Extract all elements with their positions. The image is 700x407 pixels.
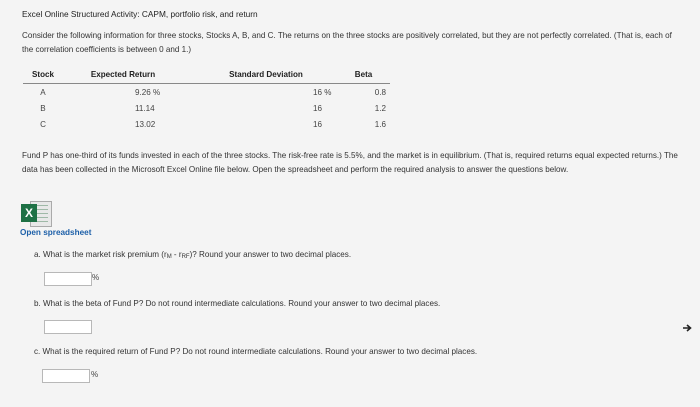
col-header-standard-deviation: Standard Deviation [191,66,341,84]
cell-expected-return: 11.14 [135,103,155,113]
table-row [23,116,390,132]
cell-std-dev: 16 % [313,87,332,97]
cell-beta: 0.8 [374,87,386,97]
answer-a-unit: % [92,273,100,282]
fund-description: Fund P has one-third of its funds invested in each of the three stocks. The risk-free rate is 5.5%, and the market is in equilibrium. (That is, required returns equal expected returns.) The data has been collected in the Microsoft Excel Online file below. Open the spreadsheet and perform the required analysis to answer the questions below. [22,151,678,174]
question-a [34,250,351,260]
excel-icon[interactable]: X [21,200,51,226]
stock-table [23,66,390,132]
answer-a-input[interactable] [44,272,92,286]
intro-text: Consider the following information for three stocks, Stocks A, B, and C. The returns on the three stocks are positively correlated, but they are not perfectly correlated. (That is, each of the correlation coefficients is between 0 and 1.) [22,31,672,54]
answer-b-input[interactable] [44,320,92,334]
cell-stock: A [40,87,46,97]
cell-std-dev: 16 [313,103,323,113]
question-c: c. What is the required return of Fund P? Do not round intermediate calculations. Round your answer to two decimal places. [34,347,478,356]
cell-stock: C [40,119,46,129]
answer-c-input[interactable] [42,369,90,383]
answer-c-unit: % [91,370,99,379]
cell-expected-return: 13.02 [135,119,156,129]
table-row [23,100,390,116]
subscript-m: M [166,254,172,260]
open-spreadsheet-link[interactable]: Open spreadsheet [20,228,92,237]
cell-expected-return: 9.26 % [135,87,161,97]
cursor-arrow-icon [682,323,692,333]
table-header-row [23,66,390,84]
cell-stock: B [40,103,46,113]
page-title: Excel Online Structured Activity: CAPM, portfolio risk, and return [22,9,258,19]
cell-beta: 1.2 [374,103,386,113]
col-header-beta: Beta [341,66,390,84]
question-b: b. What is the beta of Fund P? Do not round intermediate calculations. Round your answer to two decimal places. [34,299,441,308]
question-a-suffix: )? Round your answer to two decimal places. [189,250,352,259]
col-header-stock: Stock [23,66,63,84]
question-a-prefix: a. What is the market risk premium (r [34,250,167,259]
cell-beta: 1.6 [374,119,386,129]
cell-std-dev: 16 [313,119,323,129]
question-a-mid: - r [171,250,182,259]
col-header-expected-return: Expected Return [63,66,191,84]
subscript-rf: RF [181,254,190,260]
table-row [23,84,390,101]
